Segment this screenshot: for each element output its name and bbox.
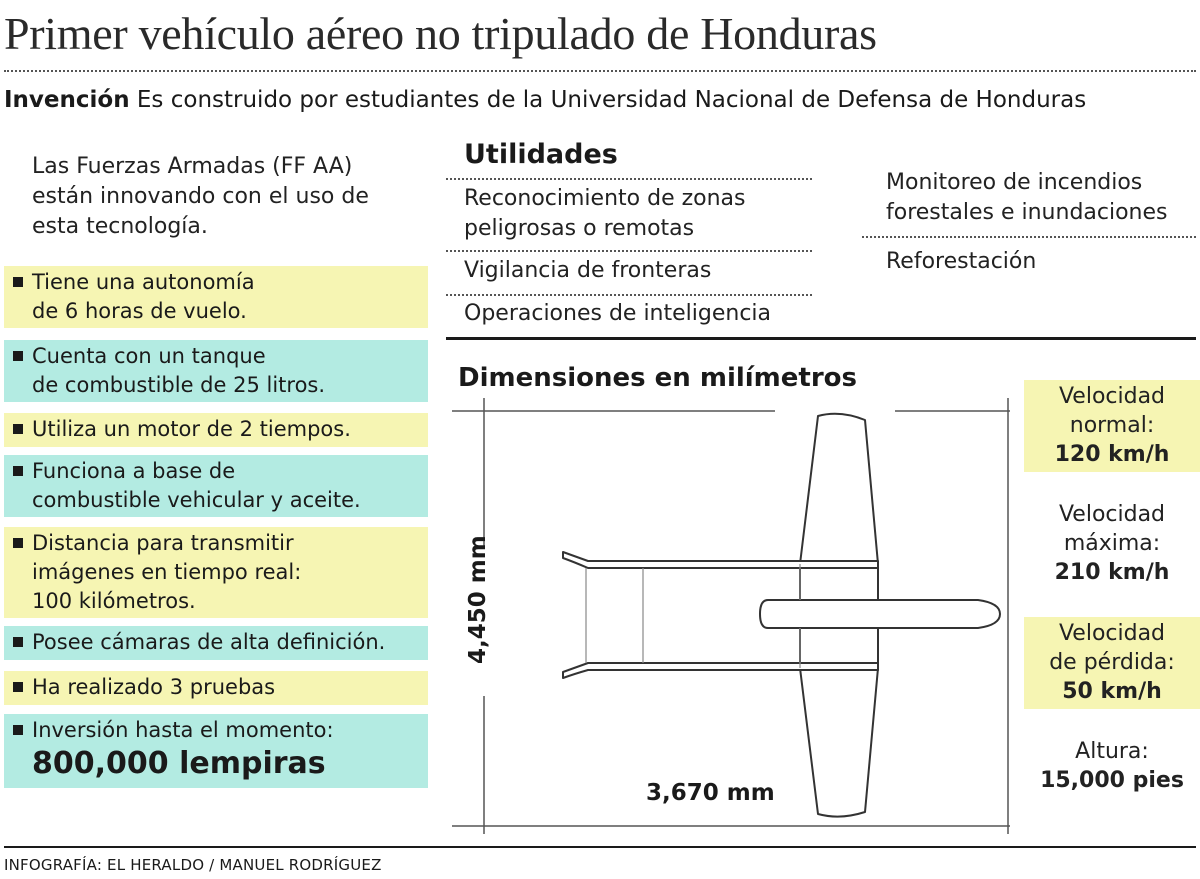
speed-value: 210 km/h	[1054, 560, 1170, 585]
utilidades-dotted-divider	[446, 178, 812, 180]
intro-text: Las Fuerzas Armadas (FF AA) están innovando con el uso de esta tecnología.	[32, 154, 369, 239]
square-bullet-icon	[13, 637, 23, 647]
investment-amount: 800,000 lempiras	[32, 746, 326, 781]
square-bullet-icon	[13, 538, 23, 548]
subtitle-text: Es construido por estudiantes de la Universidad Nacional de Defensa de Honduras	[129, 87, 1087, 113]
feature-line: Utiliza un motor de 2 tiempos.	[32, 417, 351, 441]
feature-line: de combustible de 25 litros.	[32, 373, 326, 397]
square-bullet-icon	[13, 351, 23, 361]
utilidad-line: forestales e inundaciones	[886, 200, 1168, 225]
speed-label: Velocidad	[1058, 502, 1166, 527]
feature-item-investment	[4, 714, 428, 788]
feature-item	[4, 455, 428, 517]
infographic-subtitle	[4, 86, 1086, 114]
speed-maximum	[1024, 500, 1200, 590]
feature-line: Cuenta con un tanque	[32, 344, 266, 368]
subtitle-label: Invención	[4, 87, 130, 113]
utilidad-line: peligrosas o remotas	[464, 216, 695, 241]
square-bullet-icon	[13, 277, 23, 287]
feature-line: Inversión hasta el momento:	[32, 718, 334, 742]
utilidad-item	[464, 184, 746, 244]
height-dimension-label: 4,450 mm	[465, 535, 491, 664]
square-bullet-icon	[13, 466, 23, 476]
speed-normal	[1024, 380, 1200, 472]
dimensions-title: Dimensiones en milímetros	[458, 363, 857, 393]
altitude-label: Altura:	[1075, 739, 1149, 764]
feature-line: combustible vehicular y aceite.	[32, 488, 361, 512]
infographic-title: Primer vehículo aéreo no tripulado de Honduras	[4, 8, 877, 59]
utilidad-line: Reforestación	[886, 249, 1037, 274]
drone-diagram	[440, 396, 1020, 836]
feature-line: Funciona a base de	[32, 459, 236, 483]
credit-text: INFOGRAFÍA: EL HERALDO / MANUEL RODRÍGUEZ	[4, 856, 382, 874]
feature-item	[4, 340, 428, 402]
square-bullet-icon	[13, 424, 23, 434]
utilidades-dotted-divider	[862, 236, 1196, 238]
utilidad-line: Monitoreo de incendios	[886, 170, 1143, 195]
section-divider	[446, 337, 1196, 340]
utilidad-item	[886, 168, 1168, 228]
speed-stall	[1024, 617, 1200, 709]
fuselage	[760, 600, 1000, 628]
feature-line: Tiene una autonomía	[32, 270, 255, 294]
utilidad-line: Operaciones de inteligencia	[464, 301, 772, 326]
feature-item	[4, 626, 428, 660]
utilidad-item	[464, 256, 711, 286]
speed-label: Velocidad	[1058, 384, 1166, 409]
square-bullet-icon	[13, 725, 23, 735]
speed-label: de pérdida:	[1049, 650, 1175, 675]
feature-item	[4, 671, 428, 705]
utilidades-title: Utilidades	[464, 139, 618, 170]
feature-item	[4, 266, 428, 328]
feature-line: 100 kilómetros.	[32, 589, 196, 613]
speed-label: normal:	[1069, 413, 1155, 438]
feature-line: de 6 horas de vuelo.	[32, 299, 247, 323]
utilidad-item	[464, 299, 771, 329]
feature-line: Posee cámaras de alta definición.	[32, 630, 386, 654]
utilidad-line: Reconocimiento de zonas	[464, 186, 746, 211]
feature-line: imágenes en tiempo real:	[32, 560, 302, 584]
utilidades-dotted-divider	[446, 294, 812, 296]
speed-label: máxima:	[1063, 531, 1161, 556]
feature-line: Ha realizado 3 pruebas	[32, 675, 276, 699]
altitude-value: 15,000 pies	[1040, 768, 1184, 793]
width-dimension-label: 3,670 mm	[646, 780, 775, 806]
speed-label: Velocidad	[1058, 621, 1166, 646]
utilidad-line: Vigilancia de fronteras	[464, 258, 712, 283]
feature-item	[4, 527, 428, 618]
feature-item	[4, 413, 428, 447]
footer-divider	[4, 846, 1196, 848]
feature-line: Distancia para transmitir	[32, 531, 294, 555]
altitude	[1024, 737, 1200, 799]
speed-value: 50 km/h	[1062, 679, 1162, 704]
square-bullet-icon	[13, 682, 23, 692]
utilidad-item	[886, 247, 1036, 277]
utilidades-dotted-divider	[446, 250, 812, 252]
title-dotted-divider	[4, 70, 1196, 72]
speed-value: 120 km/h	[1054, 442, 1170, 467]
